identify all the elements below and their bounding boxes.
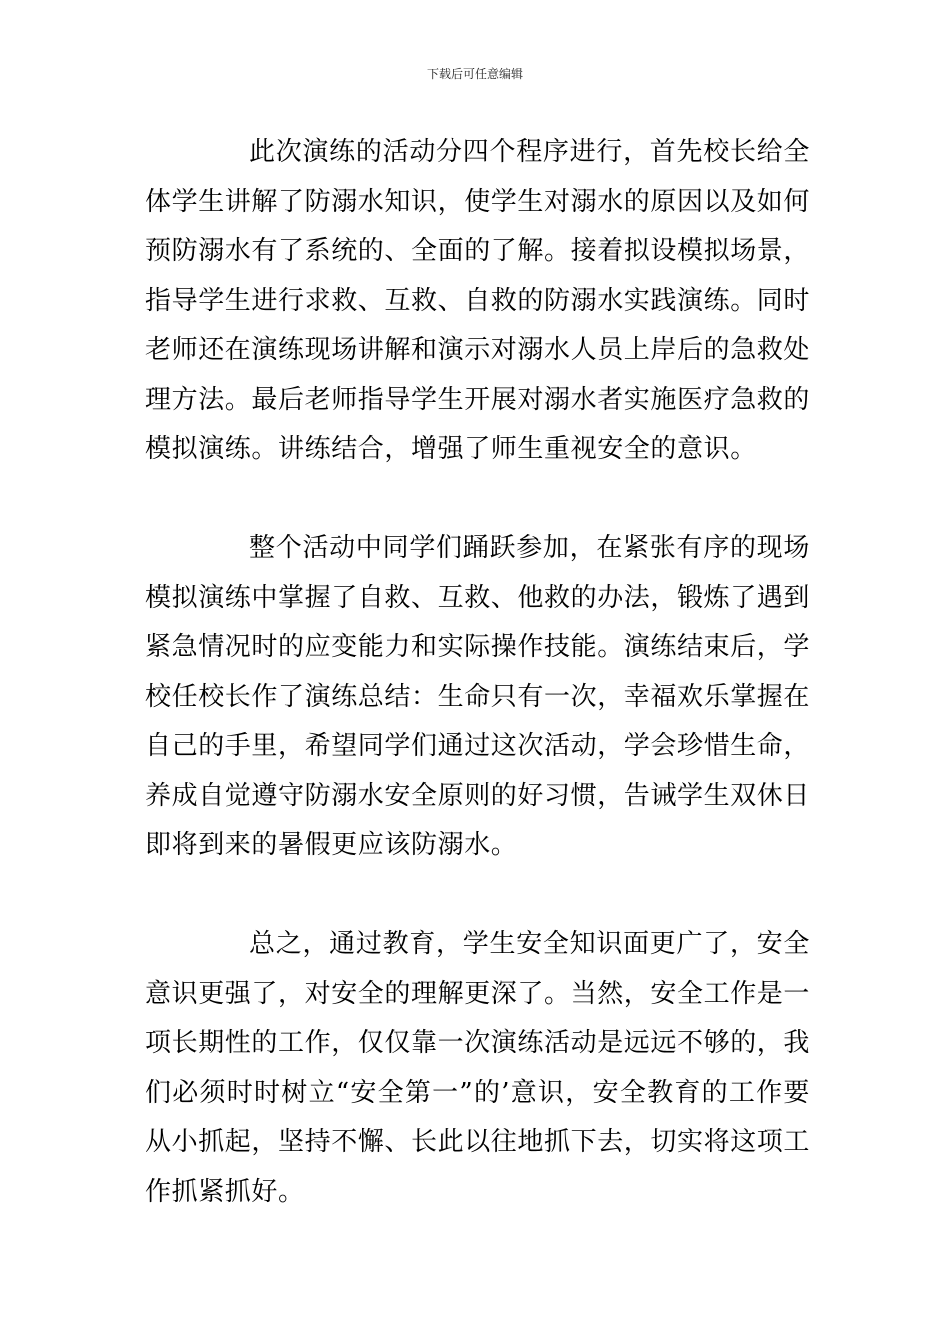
paragraph-conclusion: 总之，通过教育，学生安全知识面更广了，安全意识更强了，对安全的理解更深了。当然，安全工作是一项长期性的工作，仅仅靠一次演练活动是远远不够的，我们必须时时树立“安全第一”的’意识，安全教育的工作要从小抓起，坚持不懈、长此以往地抓下去，切实将这项工作抓紧抓好。 xyxy=(145,929,811,1207)
document-body xyxy=(145,128,810,1217)
page-header: 下载后可任意编辑 xyxy=(426,67,523,81)
paragraph-student-participation: 整个活动中同学们踊跃参加，在紧张有序的现场模拟演练中掌握了自救、互救、他救的办法，锻炼了遇到紧急情况时的应变能力和实际操作技能。演练结束后，学校任校长作了演练总结：生命只有一次，幸福欢乐掌握在自己的手里，希望同学们通过这次活动，学会珍惜生命，养成自觉遵守防溺水安全原则的好习惯，告诫学生双休日即将到来的暑假更应该防溺水。 xyxy=(145,533,811,860)
paragraph-drill-procedure: 此次演练的活动分四个程序进行，首先校长给全体学生讲解了防溺水知识，使学生对溺水的原因以及如何预防溺水有了系统的、全面的了解。接着拟设模拟场景，指导学生进行求救、互救、自救的防溺水实践演练。同时老师还在演练现场讲解和演示对溺水人员上岸后的急救处理方法。最后老师指导学生开展对溺水者实施医疗急救的模拟演练。讲练结合，增强了师生重视安全的意识。 xyxy=(145,137,811,464)
